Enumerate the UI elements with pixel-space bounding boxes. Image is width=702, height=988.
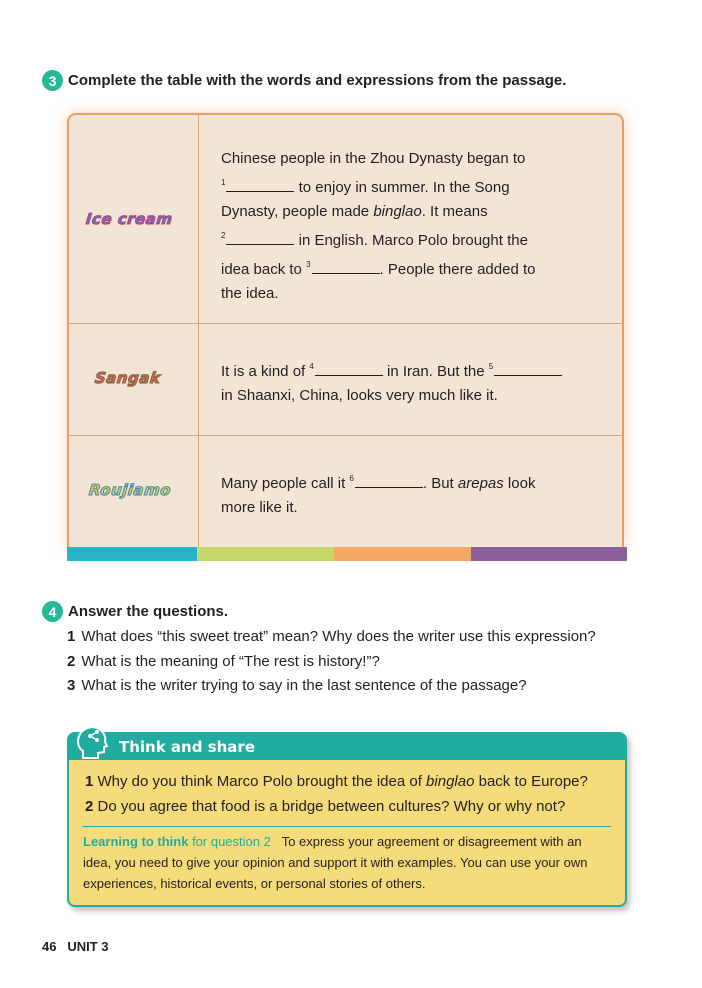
blank-number: 2 <box>221 231 226 240</box>
row-sangak-text <box>221 355 591 408</box>
row-roujiamo-text <box>221 467 591 520</box>
page-footer <box>42 939 108 954</box>
color-stripe <box>334 547 471 561</box>
think-title: Think and share <box>119 738 255 756</box>
head-share-icon <box>76 724 110 760</box>
text-line: in Shaanxi, China, looks very much like it. <box>221 387 498 404</box>
blank-1[interactable] <box>226 177 294 192</box>
label-sangak: Sangak <box>94 369 162 387</box>
blank-3[interactable] <box>312 259 380 274</box>
page-number: 46 <box>42 939 57 954</box>
text-line: more like it. <box>221 499 298 516</box>
color-stripe <box>67 547 197 561</box>
unit-label: UNIT 3 <box>67 939 109 954</box>
blank-6[interactable] <box>355 473 423 488</box>
blank-5[interactable] <box>494 361 562 376</box>
blank-number: 3 <box>306 260 311 269</box>
think-question-1: 1 Why do you think Marco Polo brought the idea of binglao back to Europe? <box>85 773 588 790</box>
think-divider <box>83 826 611 827</box>
blank-number: 4 <box>309 362 314 371</box>
table-row-divider <box>69 323 622 324</box>
text-line: idea back to $^3$ . People there added to <box>221 260 536 278</box>
question-item: 2 What is the meaning of “The rest is history!”? <box>67 653 380 670</box>
think-and-share-box <box>67 732 627 907</box>
row-ice-cream-text <box>221 147 591 306</box>
blank-number: 5 <box>488 362 494 371</box>
label-roujiamo: Roujiamo <box>88 481 173 499</box>
color-stripe <box>471 547 627 561</box>
section-3-instruction: Complete the table with the words and expressions from the passage. <box>68 72 567 89</box>
question-item: 1 What does “this sweet treat” mean? Why does the writer use this expression? <box>67 628 596 645</box>
text-line: Chinese people in the Zhou Dynasty began to <box>221 150 526 167</box>
think-header-bar <box>69 734 625 760</box>
text-line: It is a kind of $^4$ in Iran. But the $^5$ <box>221 355 591 384</box>
learning-to-think-note: Learning to think for question 2 To express your agreement or disagreement with an idea, you need to give your opinion and support it with examples. You can use your own experiences, historical events, or personal stories of others. <box>83 834 588 891</box>
blank-number: 1 <box>221 178 226 187</box>
section-3-number-badge: 3 <box>42 70 63 91</box>
section-4-title: Answer the questions. <box>68 603 229 620</box>
section-4-number-badge: 4 <box>42 601 63 622</box>
text-line: $^2$ in English. Marco Polo brought the <box>221 231 528 249</box>
blank-4[interactable] <box>315 361 383 376</box>
think-question-2: 2 Do you agree that food is a bridge between cultures? Why or why not? <box>85 798 566 815</box>
text-line: $^1$ to enjoy in summer. In the Song <box>221 178 510 196</box>
text-line: the idea. <box>221 285 279 302</box>
label-ice-cream: Ice cream <box>85 210 174 228</box>
blank-number: 6 <box>349 474 354 483</box>
blank-2[interactable] <box>226 230 294 245</box>
text-line: Many people call it $^6$ . But arepas look <box>221 474 536 492</box>
table-column-divider <box>198 115 199 547</box>
completion-table <box>67 113 624 547</box>
table-row-divider <box>69 435 622 436</box>
question-item: 3 What is the writer trying to say in the last sentence of the passage? <box>67 677 527 694</box>
text-line: Dynasty, people made binglao. It means <box>221 203 488 220</box>
color-stripe <box>197 547 334 561</box>
